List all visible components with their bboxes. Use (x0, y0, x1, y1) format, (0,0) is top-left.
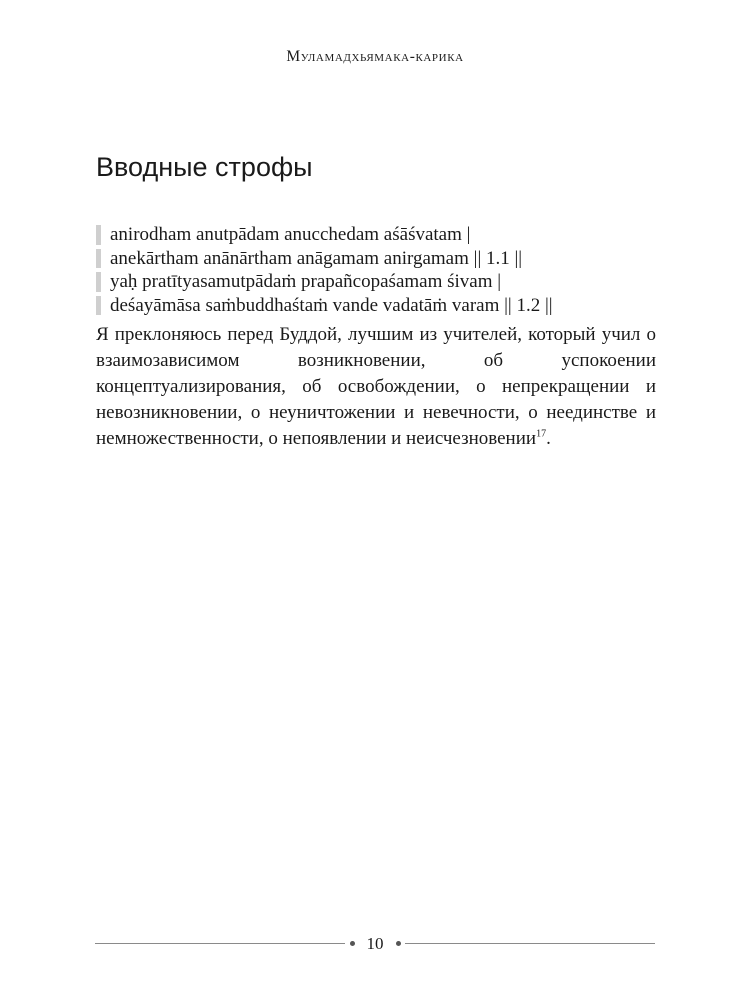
running-head: Муламадхьямака-карика (286, 48, 464, 65)
chapter-title: Вводные строфы (96, 152, 313, 182)
footer-dot-right-icon (396, 941, 401, 946)
footer-dot-left-icon (350, 941, 355, 946)
translation-paragraph (96, 322, 656, 452)
page-footer (95, 934, 655, 954)
translation-end-punctuation: . (546, 428, 551, 449)
footer-rule-right (405, 943, 655, 944)
footnote-reference[interactable]: 17 (536, 428, 547, 440)
verse-line: anekārtham anānārtham anāgamam anirgamam || 1.1 || (96, 247, 656, 271)
translation-text: Я преклоняюсь перед Буддой, лучшим из учителей, который учил о взаимозависимом возникновении, об успокоении концептуализирования, об освобождении, о непрекращении и невозникновении, о неуничтожении и невечности, о неединстве и немножественности, о непоявлении и неисчезновении (96, 324, 656, 449)
verse-line: deśayāmāsa saṁbuddhaśtaṁ vande vadatāṁ varam || 1.2 || (96, 294, 656, 318)
verse-line: anirodham anutpādam anucchedam aśāśvatam | (96, 223, 656, 247)
page-number: 10 (366, 934, 384, 953)
verse-line: yaḥ pratītyasamutpādaṁ prapañcopaśamam śivam | (96, 270, 656, 294)
verse-block (96, 223, 656, 317)
footer-rule-left (95, 943, 345, 944)
